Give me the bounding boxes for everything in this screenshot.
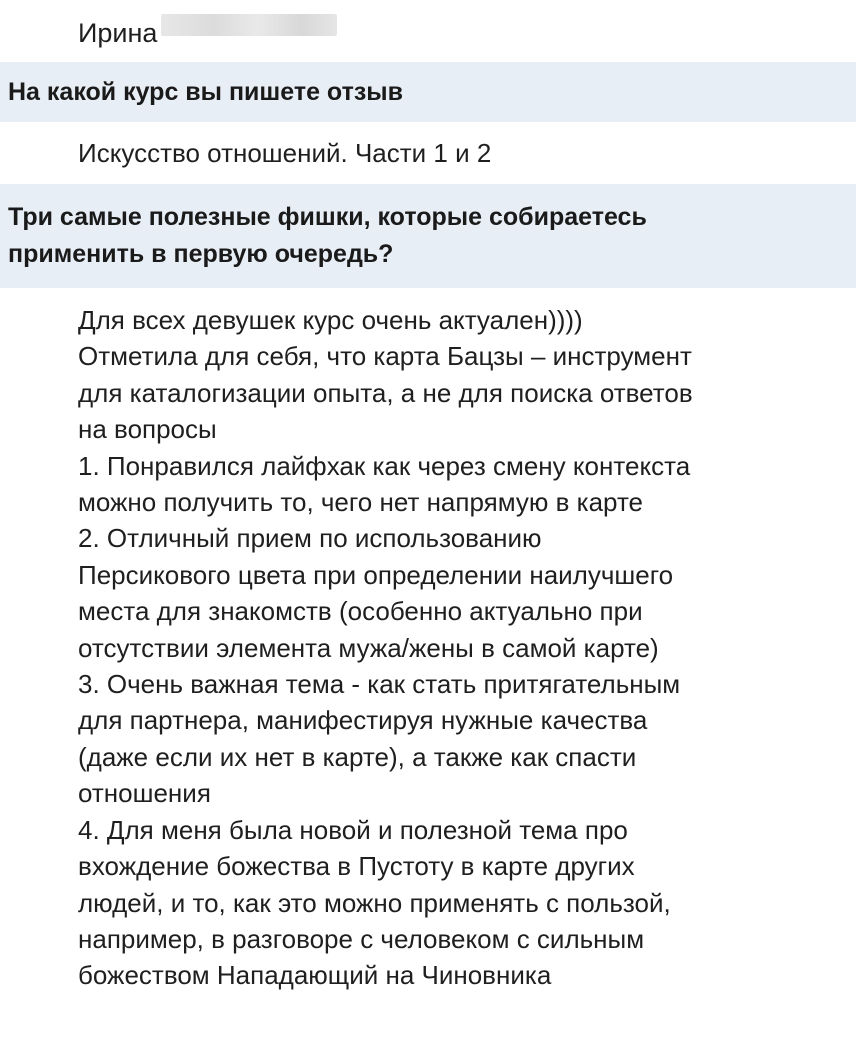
answer-tips [0,288,856,994]
redacted-surname [161,14,337,36]
answer-line: Для всех девушек курс очень актуален)))) [78,305,583,335]
answer-line: например, в разговоре с человеком с сильным [78,923,645,954]
answer-line: 3. Очень важная тема - как стать притягательным [78,669,681,700]
answer-line: места для знакомств (особенно актуально при [78,596,643,627]
answer-line: отношения [78,778,211,809]
question-course-label: На какой курс вы пишете отзыв [8,77,403,106]
question-tips-line-2: применить в первую очередь? [8,240,394,268]
reviewer-first-name: Ирина [78,17,158,48]
answer-line: отсутствии элемента мужа/жены в самой карте) [78,632,659,663]
answer-line: на вопросы [78,414,217,445]
answer-line: для партнера, манифестируя нужные качества [78,705,648,736]
answer-line: Персикового цвета при определении наилучшего [78,559,674,590]
answer-line: Отметила для себя, что карта Бацзы – инструмент [78,341,692,372]
question-tips-line-1: Три самые полезные фишки, которые собираетесь [8,203,647,231]
answer-line: вхождение божества в Пустоту в карте других [78,851,635,882]
answer-line: для каталогизации опыта, а не для поиска ответов [78,377,693,408]
answer-line: 2. Отличный прием по использованию [78,523,542,554]
question-course [0,62,856,122]
answer-line: 1. Понравился лайфхак как через смену контекста [78,450,691,481]
answer-line: людей, и то, как это можно применять с пользой, [78,887,671,918]
answer-line: 4. Для меня была новой и полезной тема про [78,814,628,845]
reviewer-name-row [0,0,856,62]
answer-course-text: Искусство отношений. Части 1 и 2 [78,137,492,168]
answer-line: божеством Нападающий на Чиновника [78,960,552,991]
answer-line: (даже если их нет в карте), а также как спасти [78,741,637,772]
answer-line: можно получить то, чего нет напрямую в карте [78,487,644,518]
question-tips [0,184,856,288]
answer-course [0,122,856,184]
